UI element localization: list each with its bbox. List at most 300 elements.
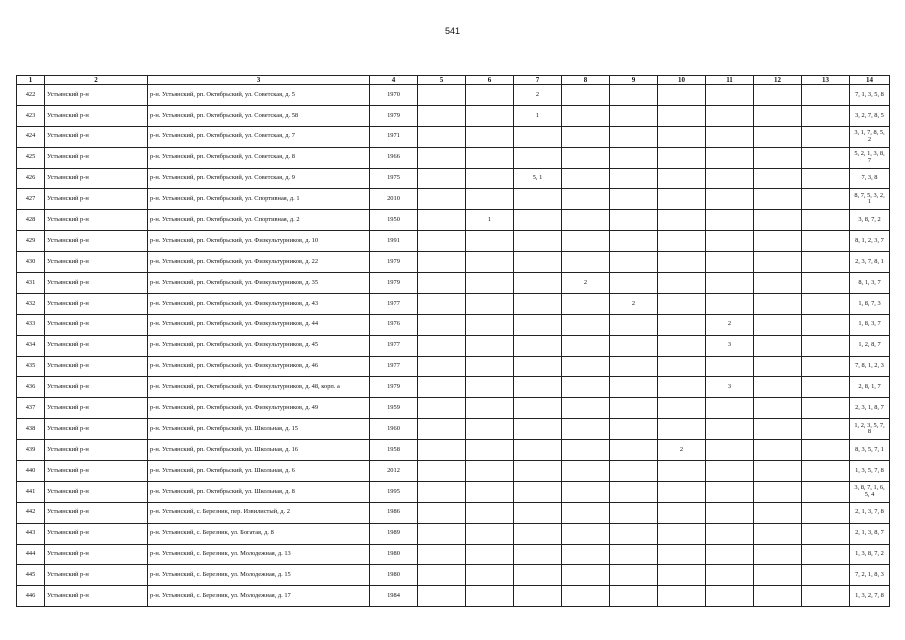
value-cell-9 [610, 189, 658, 210]
table-row [17, 481, 890, 502]
value-cell-5 [418, 273, 466, 294]
value-cell-6 [466, 126, 514, 147]
value-cell-10 [658, 356, 706, 377]
value-cell-8: 2 [562, 273, 610, 294]
year-cell: 1980 [370, 544, 418, 565]
year-cell: 1976 [370, 314, 418, 335]
address-cell: р-н. Устьянский, рп. Октябрьский, ул. Физкультурников, д. 10 [148, 231, 370, 252]
value-cell-6 [466, 586, 514, 607]
value-cell-10 [658, 189, 706, 210]
value-cell-5 [418, 565, 466, 586]
value-cell-9 [610, 419, 658, 440]
value-cell-10 [658, 461, 706, 482]
column-header-col-district: 2 [45, 76, 148, 85]
value-cell-8 [562, 168, 610, 189]
column-header-col-13: 13 [802, 76, 850, 85]
codes-cell: 5, 2, 1, 3, 8, 7 [850, 147, 890, 168]
value-cell-13 [802, 523, 850, 544]
value-cell-12 [754, 126, 802, 147]
value-cell-6 [466, 481, 514, 502]
value-cell-10 [658, 293, 706, 314]
value-cell-6 [466, 502, 514, 523]
value-cell-12 [754, 147, 802, 168]
table-row [17, 189, 890, 210]
value-cell-7 [514, 440, 562, 461]
value-cell-10 [658, 126, 706, 147]
district-cell: Устьянский р-н [45, 189, 148, 210]
value-cell-6 [466, 85, 514, 106]
row-number-cell: 437 [17, 398, 45, 419]
value-cell-8 [562, 481, 610, 502]
codes-cell: 7, 1, 3, 5, 8 [850, 85, 890, 106]
page-number: 541 [444, 26, 461, 36]
value-cell-13 [802, 440, 850, 461]
value-cell-9 [610, 210, 658, 231]
year-cell: 1975 [370, 168, 418, 189]
district-cell: Устьянский р-н [45, 126, 148, 147]
value-cell-13 [802, 335, 850, 356]
value-cell-10 [658, 168, 706, 189]
column-header-col-6: 6 [466, 76, 514, 85]
value-cell-11 [706, 105, 754, 126]
value-cell-9 [610, 314, 658, 335]
table-row [17, 356, 890, 377]
value-cell-12 [754, 231, 802, 252]
table-row [17, 210, 890, 231]
value-cell-8 [562, 126, 610, 147]
value-cell-10 [658, 586, 706, 607]
value-cell-6 [466, 189, 514, 210]
value-cell-12 [754, 586, 802, 607]
year-cell: 1986 [370, 502, 418, 523]
row-number-cell: 444 [17, 544, 45, 565]
value-cell-9 [610, 544, 658, 565]
value-cell-11 [706, 293, 754, 314]
value-cell-5 [418, 398, 466, 419]
row-number-cell: 431 [17, 273, 45, 294]
value-cell-9 [610, 168, 658, 189]
value-cell-7 [514, 461, 562, 482]
district-cell: Устьянский р-н [45, 252, 148, 273]
address-cell: р-н. Устьянский, рп. Октябрьский, ул. Физкультурников, д. 45 [148, 335, 370, 356]
value-cell-13 [802, 314, 850, 335]
value-cell-10 [658, 565, 706, 586]
year-cell: 1979 [370, 273, 418, 294]
row-number-cell: 432 [17, 293, 45, 314]
codes-cell: 3, 2, 7, 8, 5 [850, 105, 890, 126]
value-cell-7 [514, 586, 562, 607]
value-cell-6 [466, 105, 514, 126]
value-cell-8 [562, 356, 610, 377]
value-cell-11 [706, 419, 754, 440]
value-cell-7 [514, 356, 562, 377]
value-cell-11 [706, 523, 754, 544]
value-cell-11 [706, 461, 754, 482]
year-cell: 1950 [370, 210, 418, 231]
codes-cell: 7, 3, 8 [850, 168, 890, 189]
table-row [17, 293, 890, 314]
value-cell-5 [418, 356, 466, 377]
year-cell: 2010 [370, 189, 418, 210]
value-cell-6 [466, 461, 514, 482]
codes-cell: 1, 3, 8, 7, 2 [850, 544, 890, 565]
address-cell: р-н. Устьянский, рп. Октябрьский, ул. Школьная, д. 15 [148, 419, 370, 440]
value-cell-11 [706, 231, 754, 252]
district-cell: Устьянский р-н [45, 147, 148, 168]
value-cell-13 [802, 461, 850, 482]
value-cell-7 [514, 273, 562, 294]
year-cell: 1995 [370, 481, 418, 502]
value-cell-10 [658, 544, 706, 565]
value-cell-13 [802, 231, 850, 252]
district-cell: Устьянский р-н [45, 356, 148, 377]
year-cell: 1960 [370, 419, 418, 440]
value-cell-7: 1 [514, 105, 562, 126]
codes-cell: 8, 7, 5, 3, 2, 1 [850, 189, 890, 210]
year-cell: 1977 [370, 356, 418, 377]
value-cell-10 [658, 210, 706, 231]
address-cell: р-н. Устьянский, рп. Октябрьский, ул. Физкультурников, д. 35 [148, 273, 370, 294]
district-cell: Устьянский р-н [45, 293, 148, 314]
value-cell-8 [562, 293, 610, 314]
value-cell-13 [802, 147, 850, 168]
value-cell-11 [706, 398, 754, 419]
district-cell: Устьянский р-н [45, 105, 148, 126]
value-cell-7 [514, 398, 562, 419]
table-row [17, 377, 890, 398]
value-cell-5 [418, 481, 466, 502]
value-cell-12 [754, 85, 802, 106]
year-cell: 1979 [370, 377, 418, 398]
value-cell-7 [514, 126, 562, 147]
district-cell: Устьянский р-н [45, 481, 148, 502]
value-cell-8 [562, 398, 610, 419]
value-cell-8 [562, 252, 610, 273]
value-cell-9 [610, 356, 658, 377]
table-row [17, 335, 890, 356]
table-row [17, 523, 890, 544]
value-cell-9 [610, 377, 658, 398]
value-cell-12 [754, 481, 802, 502]
value-cell-7 [514, 252, 562, 273]
address-cell: р-н. Устьянский, рп. Октябрьский, ул. Советская, д. 7 [148, 126, 370, 147]
value-cell-10 [658, 231, 706, 252]
value-cell-13 [802, 544, 850, 565]
value-cell-10 [658, 105, 706, 126]
codes-cell: 8, 1, 2, 3, 7 [850, 231, 890, 252]
address-cell: р-н. Устьянский, с. Березник, ул. Богатая, д. 8 [148, 523, 370, 544]
value-cell-13 [802, 210, 850, 231]
codes-cell: 7, 8, 1, 2, 3 [850, 356, 890, 377]
value-cell-6 [466, 335, 514, 356]
value-cell-6 [466, 356, 514, 377]
value-cell-5 [418, 105, 466, 126]
value-cell-5 [418, 231, 466, 252]
column-header-col-number: 1 [17, 76, 45, 85]
address-cell: р-н. Устьянский, с. Березник, ул. Молодежная, д. 17 [148, 586, 370, 607]
value-cell-12 [754, 377, 802, 398]
table-row [17, 586, 890, 607]
value-cell-11: 3 [706, 377, 754, 398]
column-header-col-9: 9 [610, 76, 658, 85]
value-cell-7 [514, 147, 562, 168]
value-cell-9 [610, 440, 658, 461]
codes-cell: 2, 3, 7, 8, 1 [850, 252, 890, 273]
value-cell-13 [802, 481, 850, 502]
codes-cell: 8, 3, 5, 7, 1 [850, 440, 890, 461]
row-number-cell: 438 [17, 419, 45, 440]
value-cell-10 [658, 419, 706, 440]
value-cell-6 [466, 440, 514, 461]
value-cell-5 [418, 252, 466, 273]
value-cell-12 [754, 461, 802, 482]
table-row [17, 461, 890, 482]
value-cell-8 [562, 419, 610, 440]
row-number-cell: 433 [17, 314, 45, 335]
value-cell-13 [802, 252, 850, 273]
value-cell-7 [514, 189, 562, 210]
value-cell-12 [754, 502, 802, 523]
table-row [17, 544, 890, 565]
value-cell-8 [562, 461, 610, 482]
value-cell-10 [658, 523, 706, 544]
value-cell-12 [754, 210, 802, 231]
district-cell: Устьянский р-н [45, 273, 148, 294]
codes-cell: 2, 1, 3, 7, 8 [850, 502, 890, 523]
housing-register-table [16, 75, 890, 607]
address-cell: р-н. Устьянский, рп. Октябрьский, ул. Спортивная, д. 2 [148, 210, 370, 231]
value-cell-10 [658, 273, 706, 294]
district-cell: Устьянский р-н [45, 502, 148, 523]
row-number-cell: 441 [17, 481, 45, 502]
value-cell-11 [706, 189, 754, 210]
year-cell: 1984 [370, 586, 418, 607]
value-cell-5 [418, 335, 466, 356]
codes-cell: 1, 2, 3, 5, 7, 8 [850, 419, 890, 440]
value-cell-11 [706, 586, 754, 607]
value-cell-7 [514, 335, 562, 356]
codes-cell: 1, 2, 8, 7 [850, 335, 890, 356]
value-cell-9: 2 [610, 293, 658, 314]
value-cell-11 [706, 481, 754, 502]
value-cell-6 [466, 419, 514, 440]
row-number-cell: 446 [17, 586, 45, 607]
value-cell-5 [418, 210, 466, 231]
value-cell-13 [802, 565, 850, 586]
value-cell-7 [514, 481, 562, 502]
value-cell-8 [562, 544, 610, 565]
value-cell-5 [418, 126, 466, 147]
district-cell: Устьянский р-н [45, 231, 148, 252]
table-row [17, 147, 890, 168]
district-cell: Устьянский р-н [45, 85, 148, 106]
value-cell-8 [562, 377, 610, 398]
value-cell-11 [706, 544, 754, 565]
value-cell-13 [802, 586, 850, 607]
year-cell: 1971 [370, 126, 418, 147]
value-cell-7 [514, 419, 562, 440]
value-cell-12 [754, 335, 802, 356]
value-cell-8 [562, 85, 610, 106]
codes-cell: 2, 8, 1, 7 [850, 377, 890, 398]
codes-cell: 3, 8, 7, 1, 6, 5, 4 [850, 481, 890, 502]
year-cell: 1979 [370, 105, 418, 126]
value-cell-13 [802, 85, 850, 106]
value-cell-6 [466, 252, 514, 273]
value-cell-11 [706, 565, 754, 586]
row-number-cell: 427 [17, 189, 45, 210]
value-cell-7 [514, 502, 562, 523]
value-cell-10 [658, 377, 706, 398]
value-cell-6 [466, 544, 514, 565]
value-cell-5 [418, 377, 466, 398]
column-header-col-5: 5 [418, 76, 466, 85]
district-cell: Устьянский р-н [45, 565, 148, 586]
value-cell-12 [754, 252, 802, 273]
value-cell-9 [610, 85, 658, 106]
value-cell-7: 2 [514, 85, 562, 106]
value-cell-5 [418, 523, 466, 544]
value-cell-8 [562, 565, 610, 586]
value-cell-12 [754, 356, 802, 377]
value-cell-7 [514, 293, 562, 314]
table-row [17, 565, 890, 586]
value-cell-10 [658, 147, 706, 168]
year-cell: 1991 [370, 231, 418, 252]
district-cell: Устьянский р-н [45, 586, 148, 607]
address-cell: р-н. Устьянский, рп. Октябрьский, ул. Советская, д. 8 [148, 147, 370, 168]
address-cell: р-н. Устьянский, рп. Октябрьский, ул. Физкультурников, д. 43 [148, 293, 370, 314]
address-cell: р-н. Устьянский, с. Березник, пер. Извилистый, д. 2 [148, 502, 370, 523]
value-cell-5 [418, 314, 466, 335]
value-cell-10 [658, 85, 706, 106]
value-cell-13 [802, 398, 850, 419]
value-cell-5 [418, 586, 466, 607]
row-number-cell: 436 [17, 377, 45, 398]
value-cell-9 [610, 461, 658, 482]
value-cell-11 [706, 273, 754, 294]
value-cell-7 [514, 523, 562, 544]
value-cell-5 [418, 189, 466, 210]
value-cell-9 [610, 126, 658, 147]
value-cell-8 [562, 335, 610, 356]
value-cell-9 [610, 481, 658, 502]
table-row [17, 85, 890, 106]
value-cell-9 [610, 147, 658, 168]
value-cell-13 [802, 189, 850, 210]
codes-cell: 7, 2, 1, 8, 3 [850, 565, 890, 586]
value-cell-5 [418, 440, 466, 461]
address-cell: р-н. Устьянский, рп. Октябрьский, ул. Школьная, д. 16 [148, 440, 370, 461]
value-cell-9 [610, 523, 658, 544]
value-cell-6 [466, 293, 514, 314]
value-cell-8 [562, 523, 610, 544]
column-header-col-10: 10 [658, 76, 706, 85]
value-cell-13 [802, 419, 850, 440]
address-cell: р-н. Устьянский, рп. Октябрьский, ул. Спортивная, д. 1 [148, 189, 370, 210]
value-cell-7 [514, 210, 562, 231]
district-cell: Устьянский р-н [45, 377, 148, 398]
row-number-cell: 422 [17, 85, 45, 106]
year-cell: 1979 [370, 252, 418, 273]
row-number-cell: 424 [17, 126, 45, 147]
table-body [17, 85, 890, 607]
value-cell-5 [418, 85, 466, 106]
value-cell-11 [706, 440, 754, 461]
value-cell-10 [658, 314, 706, 335]
column-header-col-14: 14 [850, 76, 890, 85]
table-row [17, 502, 890, 523]
value-cell-8 [562, 440, 610, 461]
value-cell-13 [802, 105, 850, 126]
value-cell-11 [706, 210, 754, 231]
address-cell: р-н. Устьянский, рп. Октябрьский, ул. Советская, д. 9 [148, 168, 370, 189]
value-cell-12 [754, 168, 802, 189]
value-cell-7 [514, 565, 562, 586]
value-cell-12 [754, 419, 802, 440]
district-cell: Устьянский р-н [45, 335, 148, 356]
value-cell-10 [658, 252, 706, 273]
value-cell-13 [802, 502, 850, 523]
value-cell-12 [754, 440, 802, 461]
value-cell-7 [514, 231, 562, 252]
value-cell-8 [562, 210, 610, 231]
value-cell-6 [466, 231, 514, 252]
value-cell-11 [706, 502, 754, 523]
value-cell-11: 2 [706, 314, 754, 335]
value-cell-9 [610, 252, 658, 273]
row-number-cell: 435 [17, 356, 45, 377]
address-cell: р-н. Устьянский, рп. Октябрьский, ул. Физкультурников, д. 49 [148, 398, 370, 419]
value-cell-6 [466, 565, 514, 586]
year-cell: 1959 [370, 398, 418, 419]
district-cell: Устьянский р-н [45, 398, 148, 419]
value-cell-12 [754, 314, 802, 335]
address-cell: р-н. Устьянский, рп. Октябрьский, ул. Физкультурников, д. 48, корп. а [148, 377, 370, 398]
address-cell: р-н. Устьянский, рп. Октябрьский, ул. Советская, д. 58 [148, 105, 370, 126]
address-cell: р-н. Устьянский, рп. Октябрьский, ул. Физкультурников, д. 22 [148, 252, 370, 273]
value-cell-10 [658, 335, 706, 356]
address-cell: р-н. Устьянский, рп. Октябрьский, ул. Физкультурников, д. 46 [148, 356, 370, 377]
codes-cell: 1, 8, 7, 3 [850, 293, 890, 314]
address-cell: р-н. Устьянский, рп. Октябрьский, ул. Советская, д. 5 [148, 85, 370, 106]
value-cell-13 [802, 126, 850, 147]
value-cell-6 [466, 377, 514, 398]
value-cell-6 [466, 168, 514, 189]
table-row [17, 398, 890, 419]
table-row [17, 419, 890, 440]
value-cell-5 [418, 168, 466, 189]
value-cell-9 [610, 565, 658, 586]
row-number-cell: 440 [17, 461, 45, 482]
table-row [17, 168, 890, 189]
value-cell-11 [706, 168, 754, 189]
value-cell-7: 5, 1 [514, 168, 562, 189]
value-cell-13 [802, 377, 850, 398]
table-row [17, 314, 890, 335]
value-cell-6 [466, 523, 514, 544]
value-cell-9 [610, 105, 658, 126]
value-cell-11 [706, 147, 754, 168]
codes-cell: 3, 1, 7, 8, 5, 2 [850, 126, 890, 147]
year-cell: 1970 [370, 85, 418, 106]
year-cell: 1980 [370, 565, 418, 586]
value-cell-13 [802, 168, 850, 189]
value-cell-6 [466, 273, 514, 294]
row-number-cell: 439 [17, 440, 45, 461]
value-cell-7 [514, 544, 562, 565]
value-cell-12 [754, 293, 802, 314]
